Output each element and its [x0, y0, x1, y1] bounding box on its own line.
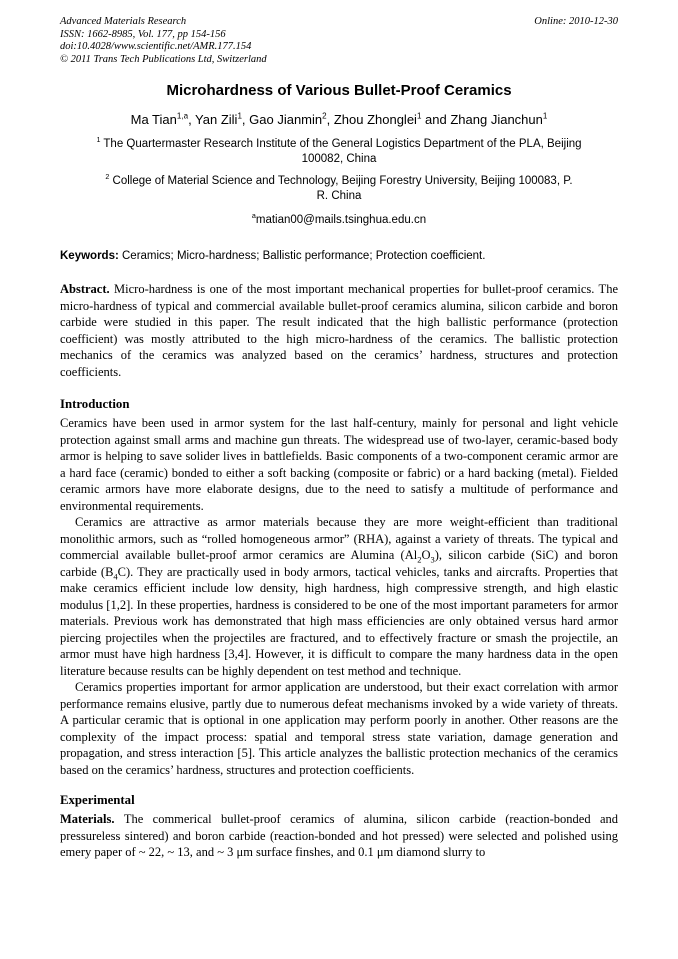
materials-paragraph — [60, 811, 618, 861]
chemical-subscript: 3 — [430, 554, 435, 565]
author-affiliation-sup: 1 — [542, 111, 548, 121]
authors-line — [60, 112, 618, 128]
doi-line: doi:10.4028/www.scientific.net/AMR.177.154 — [60, 41, 252, 52]
issn-volume-line: ISSN: 1662-8985, Vol. 177, pp 154-156 — [60, 28, 226, 40]
author-name: , Yan Zili — [188, 112, 238, 127]
email-line — [60, 213, 618, 227]
abstract-label: Abstract. — [60, 282, 115, 296]
author-name: and Zhang Jianchun — [421, 112, 543, 127]
paragraph-text: C). They are practically used in body armors, tactical vehicles, tanks and aircrafts. Properties that make ceramics efficient include low density, high hardness, high compressive strength, and high elastic modulus [1,2]. In these properties, hardness is considered to be one of the most important parameters for armor materials. Previous work has demonstrated that high mass efficiencies are only obtained versus hard armor piercing projectiles when the projectiles are fractured, and to effectively fracture or smash the projectile, an armor must have high hardness [3,4]. However, it is difficult to compare the many hardness data in the open literature because results can be highly dependent on test method and technique. — [60, 564, 618, 678]
affiliation-text: College of Material Science and Technology, Beijing Forestry University, Beijing 100083, P. R. China — [109, 175, 573, 202]
affiliation-2 — [104, 174, 574, 203]
online-date: Online: 2010-12-30 — [534, 16, 618, 27]
email-sup: a — [251, 212, 256, 221]
materials-label: Materials. — [60, 812, 124, 826]
section-heading-introduction: Introduction — [60, 397, 130, 411]
affiliation-sup: 2 — [105, 173, 110, 182]
affiliation-text: The Quartermaster Research Institute of the General Logistics Department of the PLA, Beijing 100082, China — [100, 138, 582, 165]
paper-title: Microhardness of Various Bullet-Proof Ceramics — [166, 82, 512, 99]
journal-name: Advanced Materials Research — [60, 16, 187, 27]
author-name: , Zhou Zhonglei — [326, 112, 417, 127]
affiliation-sup: 1 — [96, 136, 101, 145]
paragraph-text: O — [421, 548, 431, 562]
copyright-line: © 2011 Trans Tech Publications Ltd, Switzerland — [60, 53, 267, 65]
materials-text: The commerical bullet-proof ceramics of alumina, silicon carbide (reaction-bonded and pressureless sintered) and boron carbide (reaction-bonded and hot pressed) were selected and polished using emery paper of ~ 22, ~ 13, and ~ 3 μm surface finshes, and 0.1 μm diamond slurry to — [60, 812, 618, 859]
author-affiliation-sup: 1 — [237, 111, 242, 121]
author-affiliation-sup: 1,a — [176, 111, 189, 121]
keywords-text: Ceramics; Micro-hardness; Ballistic performance; Protection coefficient. — [122, 250, 486, 262]
keywords-line — [60, 249, 618, 263]
author-affiliation-sup: 1 — [416, 111, 422, 121]
author-name: , Gao Jianmin — [241, 112, 323, 127]
chemical-subscript: 4 — [113, 571, 118, 581]
author-name: Ma Tian — [130, 112, 177, 127]
email-address: matian00@mails.tsinghua.edu.cn — [255, 214, 427, 226]
journal-header-left — [60, 16, 267, 66]
paragraph-text: Ceramics are attractive as armor materials because they are more weight-efficient than traditional monolithic armors, such as “rolled homogeneous armor” (RHA), against a variety of threats. The typical and commercial available bullet-proof armor ceramics are Alumina (Al — [60, 515, 618, 562]
author-affiliation-sup: 2 — [322, 111, 327, 121]
keywords-label: Keywords: — [60, 250, 122, 262]
chemical-subscript: 2 — [417, 554, 422, 565]
paragraph-text: ), silicon carbide (SiC) and boron carbide (B — [60, 548, 618, 579]
intro-paragraph-3: Ceramics properties important for armor application are understood, but their exact correlation with armor performance remains elusive, partly due to numerous defeat mechanisms invoked by a wide variety of threats. A particular ceramic that is optional in one application may perform poorly in another. Other reasons are the complexity of the impact process: spatial and temporal stress state variation, damage generation and propagation, and stress interaction [5]. This article analyzes the ballistic protection mechanics of the ceramics based on the ceramics’ hardness, structures and protection coefficients. — [60, 680, 618, 777]
section-heading-experimental: Experimental — [60, 793, 135, 807]
intro-paragraph-1: Ceramics have been used in armor system for the last half-century, mainly for personal and light vehicle protection against small arms and machine gun threats. The widespread use of two-layer, ceramic-based body armor is helping to save solider lives in battlefields. Basic components of a two-component ceramic armor are a hard face (ceramic) bonded to either a soft backing (composite or fabric) or a hard backing (metal). Fielded ceramic armors have more elaborate designs, due to the need to satisfy a multitude of performance and environmental requirements. — [60, 416, 618, 513]
abstract-paragraph — [60, 281, 618, 380]
journal-header — [60, 16, 618, 66]
affiliation-1 — [87, 137, 592, 166]
abstract-text: Micro-hardness is one of the most important mechanical properties for bullet-proof ceramics. The micro-hardness of typical and commercial available bullet-proof ceramics alumina, silicon carbide and boron carbide were studied in this paper. The result indicated that the high ballistic performance (protection coefficient) was mostly attributed to the high micro-hardness of the ceramics. The ballistic protection mechanics of the ceramics was analyzed based on the ceramics’ hardness, structures and protection coefficients. — [60, 282, 618, 379]
intro-paragraph-2 — [60, 514, 618, 679]
